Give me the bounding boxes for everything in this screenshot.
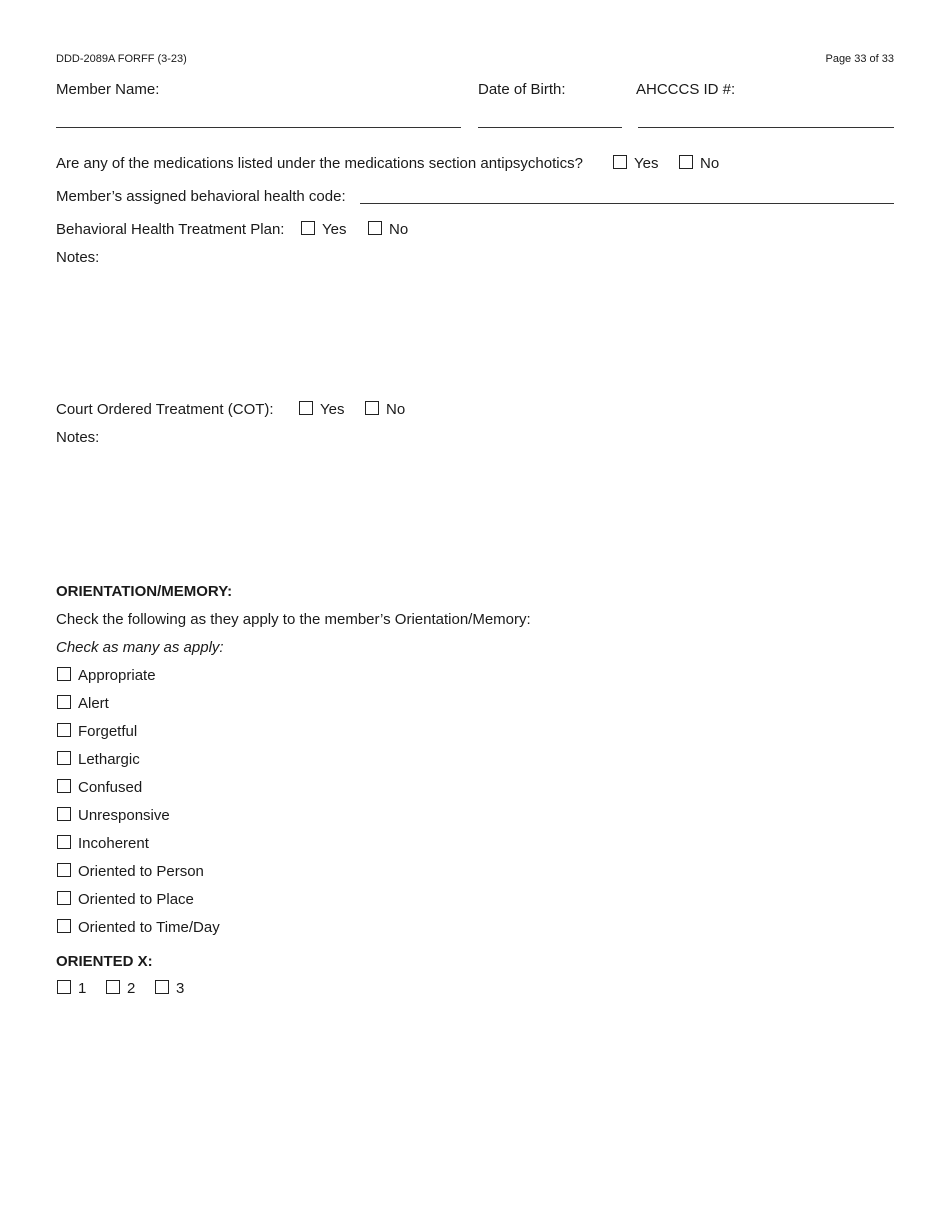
unresponsive-checkbox[interactable]	[57, 807, 71, 821]
confused-label: Confused	[78, 779, 143, 796]
antipsychotics-no-option[interactable]	[679, 155, 719, 172]
antipsychotics-no-label: No	[700, 155, 720, 172]
orientation-option-forgetful[interactable]	[57, 723, 137, 740]
bh-plan-notes-area[interactable]	[56, 270, 894, 385]
oriented-time-day-label: Oriented to Time/Day	[78, 919, 220, 936]
ahcccs-id-label: AHCCCS ID #:	[636, 81, 736, 98]
forgetful-label: Forgetful	[78, 723, 138, 740]
cot-yes-checkbox[interactable]	[299, 401, 313, 415]
bh-plan-yes-checkbox[interactable]	[301, 221, 315, 235]
antipsychotics-yes-option[interactable]	[613, 155, 658, 172]
bh-plan-notes-label: Notes:	[56, 249, 100, 266]
confused-checkbox[interactable]	[57, 779, 71, 793]
oriented-x-option-2[interactable]	[106, 980, 135, 997]
bh-plan-no-option[interactable]	[368, 221, 408, 238]
cot-no-label: No	[386, 401, 406, 418]
cot-label: Court Ordered Treatment (COT):	[56, 401, 274, 418]
bh-plan-no-checkbox[interactable]	[368, 221, 382, 235]
antipsychotics-question: Are any of the medications listed under the medications section antipsychotics?	[56, 155, 583, 172]
cot-notes-label: Notes:	[56, 429, 100, 446]
oriented-time-day-checkbox[interactable]	[57, 919, 71, 933]
orientation-check-note: Check as many as apply:	[56, 639, 224, 656]
orientation-heading: ORIENTATION/MEMORY:	[56, 583, 233, 600]
lethargic-label: Lethargic	[78, 751, 140, 768]
orientation-option-lethargic[interactable]	[57, 751, 140, 768]
oriented-x-2-checkbox[interactable]	[106, 980, 120, 994]
incoherent-label: Incoherent	[78, 835, 149, 852]
lethargic-checkbox[interactable]	[57, 751, 71, 765]
page-number: Page 33 of 33	[825, 53, 894, 65]
bh-plan-yes-label: Yes	[322, 221, 347, 238]
dob-field[interactable]	[478, 127, 622, 128]
oriented-place-label: Oriented to Place	[78, 891, 194, 908]
oriented-x-3-checkbox[interactable]	[155, 980, 169, 994]
bh-code-field[interactable]	[360, 203, 894, 204]
oriented-x-heading: ORIENTED X:	[56, 953, 153, 970]
orientation-option-incoherent[interactable]	[57, 835, 149, 852]
form-id: DDD-2089A FORFF (3-23)	[56, 53, 187, 65]
bh-plan-yes-option[interactable]	[301, 221, 346, 238]
alert-checkbox[interactable]	[57, 695, 71, 709]
alert-label: Alert	[78, 695, 109, 712]
orientation-option-confused[interactable]	[57, 779, 142, 796]
oriented-x-option-3[interactable]	[155, 980, 184, 997]
cot-notes-area[interactable]	[56, 450, 894, 565]
dob-label: Date of Birth:	[478, 81, 566, 98]
bh-plan-no-label: No	[389, 221, 409, 238]
cot-no-option[interactable]	[365, 401, 405, 418]
oriented-person-label: Oriented to Person	[78, 863, 204, 880]
member-name-field[interactable]	[56, 127, 461, 128]
oriented-x-1-checkbox[interactable]	[57, 980, 71, 994]
orientation-option-appropriate[interactable]	[57, 667, 156, 684]
oriented-x-2-label: 2	[127, 980, 136, 997]
antipsychotics-no-checkbox[interactable]	[679, 155, 693, 169]
appropriate-checkbox[interactable]	[57, 667, 71, 681]
forgetful-checkbox[interactable]	[57, 723, 71, 737]
bh-code-label: Member’s assigned behavioral health code:	[56, 188, 346, 205]
oriented-x-option-1[interactable]	[57, 980, 86, 997]
orientation-option-person[interactable]	[57, 863, 204, 880]
bh-plan-label: Behavioral Health Treatment Plan:	[56, 221, 285, 238]
ahcccs-id-field[interactable]	[638, 127, 894, 128]
orientation-option-alert[interactable]	[57, 695, 109, 712]
oriented-person-checkbox[interactable]	[57, 863, 71, 877]
appropriate-label: Appropriate	[78, 667, 156, 684]
antipsychotics-yes-checkbox[interactable]	[613, 155, 627, 169]
oriented-place-checkbox[interactable]	[57, 891, 71, 905]
oriented-x-1-label: 1	[78, 980, 87, 997]
member-name-label: Member Name:	[56, 81, 160, 98]
orientation-option-place[interactable]	[57, 891, 194, 908]
cot-yes-label: Yes	[320, 401, 345, 418]
cot-yes-option[interactable]	[299, 401, 344, 418]
orientation-option-time-day[interactable]	[57, 919, 220, 936]
orientation-option-unresponsive[interactable]	[57, 807, 170, 824]
antipsychotics-yes-label: Yes	[634, 155, 659, 172]
orientation-instruction: Check the following as they apply to the member’s Orientation/Memory:	[56, 611, 531, 628]
oriented-x-3-label: 3	[176, 980, 185, 997]
unresponsive-label: Unresponsive	[78, 807, 170, 824]
incoherent-checkbox[interactable]	[57, 835, 71, 849]
cot-no-checkbox[interactable]	[365, 401, 379, 415]
